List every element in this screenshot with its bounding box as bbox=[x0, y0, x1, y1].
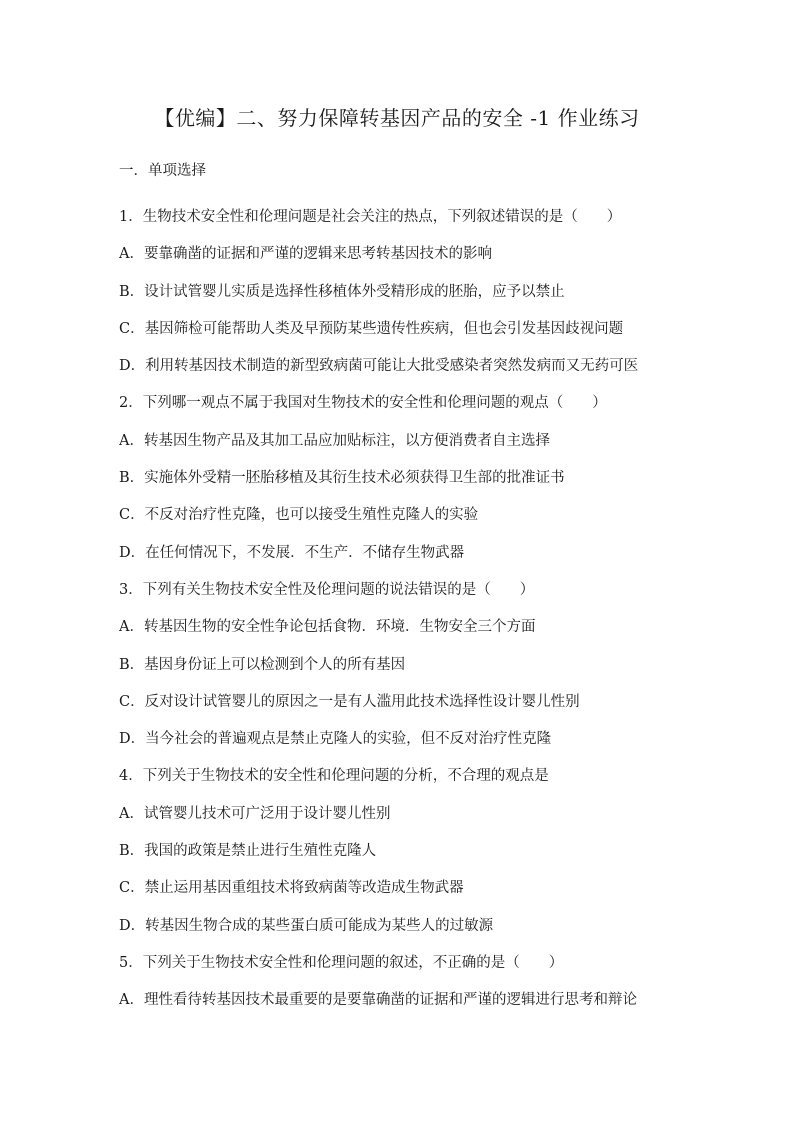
question-stem-1: 1．生物技术安全性和伦理问题是社会关注的热点，下列叙述错误的是（ ） bbox=[119, 209, 622, 225]
question-3-option-d: D．当今社会的普遍观点是禁止克隆人的实验，但不反对治疗性克隆 bbox=[119, 731, 552, 748]
question-3-option-b: B．基因身份证上可以检测到个人的所有基因 bbox=[119, 656, 406, 673]
question-stem-3: 3．下列有关生物技术安全性及伦理问题的说法错误的是（ ） bbox=[119, 581, 535, 598]
question-2-option-b: B．实施体外受精一胚胎移植及其衍生技术必须获得卫生部的批准证书 bbox=[119, 470, 565, 487]
question-list bbox=[119, 207, 759, 1028]
question-4-option-d: D．转基因生物合成的某些蛋白质可能成为某些人的过敏源 bbox=[119, 917, 494, 934]
question-3-option-a: A．转基因生物的安全性争论包括食物．环境．生物安全三个方面 bbox=[119, 619, 536, 636]
question-4-option-b: B．我国的政策是禁止进行生殖性克隆人 bbox=[119, 843, 377, 860]
question-1-option-a: A．要靠确凿的证据和严谨的逻辑来思考转基因技术的影响 bbox=[119, 246, 492, 263]
question-stem-5: 5．下列关于生物技术安全性和伦理问题的叙述，不正确的是（ ） bbox=[119, 954, 564, 971]
question-1-option-c: C．基因筛检可能帮助人类及早预防某些遗传性疾病，但也会引发基因歧视问题 bbox=[119, 320, 624, 337]
question-1-option-d: D．利用转基因技术制造的新型致病菌可能让大批受感染者突然发病而又无药可医 bbox=[119, 358, 639, 375]
question-4-option-a: A．试管婴儿技术可广泛用于设计婴儿性别 bbox=[119, 805, 391, 822]
document-title: 【优编】二、努力保障转基因产品的安全 -1 作业练习 bbox=[154, 106, 640, 130]
question-stem-4: 4．下列关于生物技术的安全性和伦理问题的分析，不合理的观点是 bbox=[119, 768, 549, 785]
question-stem-2: 2．下列哪一观点不属于我国对生物技术的安全性和伦理问题的观点（ ） bbox=[119, 395, 607, 412]
question-4-option-c: C．禁止运用基因重组技术将致病菌等改造成生物武器 bbox=[119, 880, 464, 897]
question-2-option-d: D．在任何情况下，不发展．不生产．不储存生物武器 bbox=[119, 544, 465, 561]
question-2-option-c: C．不反对治疗性克隆，也可以接受生殖性克隆人的实验 bbox=[119, 507, 479, 524]
question-2-option-a: A．转基因生物产品及其加工品应加贴标注，以方便消费者自主选择 bbox=[119, 432, 550, 449]
question-3-option-c: C．反对设计试管婴儿的原因之一是有人滥用此技术选择性设计婴儿性别 bbox=[119, 693, 580, 710]
question-1-option-b: B．设计试管婴儿实质是选择性移植体外受精形成的胚胎，应予以禁止 bbox=[119, 283, 565, 300]
section-heading: 一．单项选择 bbox=[119, 163, 206, 179]
question-5-option-a: A．理性看待转基因技术最重要的是要靠确凿的证据和严谨的逻辑进行思考和辩论 bbox=[119, 992, 637, 1009]
